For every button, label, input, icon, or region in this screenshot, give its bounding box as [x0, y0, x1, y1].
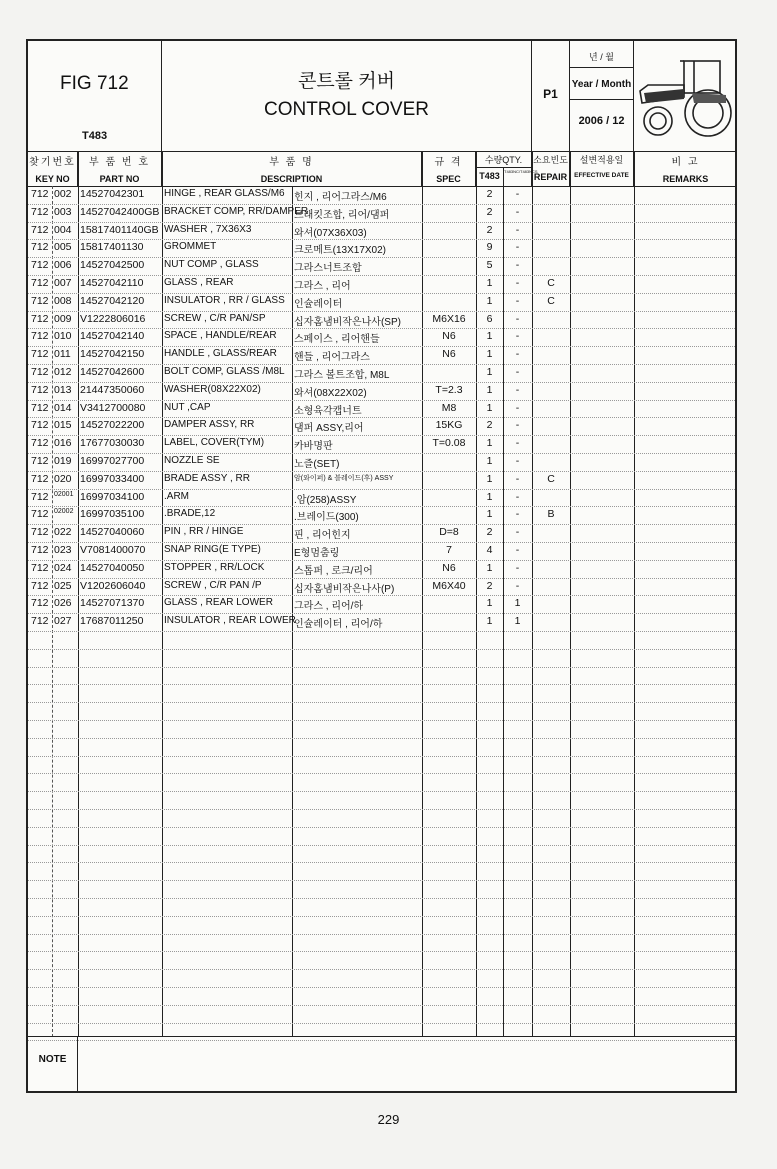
- cell-qty-b: -: [515, 241, 520, 254]
- cell-fig: 712: [31, 579, 49, 592]
- cell-desc-ko: 그라스너트조합: [294, 263, 362, 275]
- col-spec: [422, 151, 476, 186]
- col-qty-t483: T483: [479, 171, 500, 181]
- cell-qty-a: 1: [486, 508, 493, 521]
- cell-key: 015: [54, 419, 72, 432]
- cell-part: 14527042150: [80, 348, 145, 361]
- col-spec-en: SPEC: [436, 174, 461, 184]
- model-label: T483: [82, 130, 108, 142]
- cell-spec: M6X16: [432, 312, 466, 325]
- cell-part: V1222806016: [80, 312, 146, 325]
- cell-fig: 712: [31, 366, 49, 378]
- cell-fig: 712: [31, 490, 49, 503]
- table-row: [28, 987, 735, 1006]
- table-row: [28, 400, 735, 419]
- cell-qty-b: -: [515, 419, 520, 432]
- cell-key: 007: [54, 277, 72, 289]
- cell-spec: 7: [446, 544, 452, 556]
- cell-part: 16997033400: [80, 472, 145, 485]
- cell-fig: 712: [31, 259, 49, 272]
- cell-desc-en: WASHER , 7X36X3: [164, 223, 252, 235]
- cell-qty-b: -: [515, 579, 520, 592]
- cell-qty-a: 1: [486, 383, 493, 396]
- table-row: [28, 773, 735, 792]
- divider: [570, 67, 633, 68]
- col-key-en: KEY NO: [35, 174, 70, 184]
- table-row: [28, 435, 735, 454]
- cell-desc-ko: E형멈춤링: [294, 548, 340, 559]
- cell-qty-a: 9: [486, 241, 493, 254]
- cell-key: 011: [54, 348, 71, 361]
- page-code: P1: [543, 87, 558, 101]
- cell-spec: T=0.08: [432, 437, 466, 450]
- cell-qty-a: 2: [486, 205, 493, 218]
- cell-key: 023: [54, 544, 72, 556]
- cell-fig: 712: [31, 561, 49, 574]
- cell-repair: B: [547, 508, 555, 521]
- cell-desc-en: INSULATOR , REAR LOWER: [164, 615, 296, 627]
- cell-part: 14527071370: [80, 597, 145, 610]
- cell-part: 15817401130: [80, 241, 144, 254]
- cell-desc-en: HINGE , REAR GLASS/M6: [164, 188, 285, 199]
- divider: [570, 99, 633, 100]
- cell-spec: N6: [442, 330, 456, 343]
- table-row: [28, 489, 735, 508]
- cell-key: 008: [54, 294, 72, 307]
- cell-fig: 712: [31, 597, 49, 610]
- sheet-header: [28, 41, 735, 152]
- table-row: [28, 631, 735, 650]
- cell-desc-ko: 와셔(07X36X03): [294, 227, 367, 239]
- cell-part: V3412700080: [80, 401, 146, 414]
- table-row: [28, 595, 735, 614]
- cell-qty-a: 1: [486, 472, 493, 485]
- cell-qty-a: 1: [486, 455, 493, 467]
- table-row: [28, 560, 735, 579]
- issue-date: 2006 / 12: [578, 115, 625, 127]
- tractor-icon: [634, 41, 737, 151]
- cell-fig: 712: [31, 437, 49, 450]
- cell-desc-ko: 그라스 , 리어/하: [294, 601, 364, 613]
- cell-key: 022: [54, 526, 72, 539]
- table-row: [28, 845, 735, 864]
- table-row: [28, 257, 735, 276]
- col-effective: [570, 151, 634, 186]
- cell-fig: 712: [31, 294, 49, 307]
- cell-desc-ko: .암(258)ASSY: [294, 494, 357, 506]
- cell-part: 17677030030: [80, 437, 145, 450]
- title-korean: 콘트롤 커버: [297, 71, 396, 92]
- cell-key: 014: [54, 401, 72, 414]
- cell-part: 16997034100: [80, 490, 145, 503]
- table-row: [28, 916, 735, 935]
- table-row: [28, 791, 735, 810]
- table-row: [28, 578, 735, 597]
- cell-qty-a: 1: [486, 490, 493, 503]
- note-area: [28, 1036, 735, 1091]
- cell-part: 15817401140GB: [80, 223, 159, 236]
- cell-desc-ko: 핸들 , 리어그라스: [294, 352, 370, 364]
- cell-qty-b: -: [515, 455, 520, 467]
- cell-qty-a: 1: [486, 597, 493, 610]
- col-repair-en: REPAIR: [533, 172, 568, 182]
- table-row: [28, 346, 735, 365]
- cell-desc-ko: 암(와이퍼) & 블레이드(후) ASSY: [294, 474, 394, 482]
- cell-part: V1202606040: [80, 579, 146, 592]
- cell-part: 16997035100: [80, 508, 145, 521]
- cell-qty-a: 1: [486, 561, 493, 574]
- cell-qty-a: 5: [486, 259, 493, 272]
- cell-qty-a: 1: [486, 615, 493, 628]
- cell-desc-en: GLASS , REAR LOWER: [164, 597, 273, 609]
- table-row: [28, 186, 735, 205]
- cell-desc-ko: 인슐레이터 , 리어/하: [294, 619, 383, 631]
- table-row: [28, 311, 735, 330]
- cell-desc-ko: 스페이스 , 리어핸들: [294, 334, 380, 346]
- cell-desc-en: SCREW , C/R PAN/SP: [164, 312, 266, 324]
- cell-fig: 712: [31, 188, 49, 200]
- cell-fig: 712: [31, 401, 49, 414]
- cell-desc-ko: 카바명판: [294, 441, 333, 453]
- cell-desc-ko: 핀 , 리어힌지: [294, 530, 351, 542]
- cell-part: 14527040060: [80, 526, 145, 539]
- cell-key: 027: [54, 615, 72, 628]
- table-row: [28, 827, 735, 846]
- cell-key: 013: [54, 383, 72, 396]
- cell-desc-ko: 그라스 볼트조합, M8L: [294, 370, 390, 381]
- cell-key: 020: [54, 472, 72, 485]
- cell-spec: D=8: [439, 526, 459, 539]
- table-row: [28, 880, 735, 899]
- cell-qty-a: 2: [486, 188, 493, 200]
- cell-desc-en: BRACKET COMP, RR/DAMPER: [164, 205, 309, 217]
- cell-qty-b: -: [515, 526, 520, 539]
- cell-desc-ko: 십자홈냄비작은나사(SP): [294, 316, 401, 328]
- table-row: [28, 542, 735, 561]
- cell-qty-b: -: [515, 330, 520, 343]
- cell-repair: C: [547, 472, 555, 485]
- cell-part: 14527042500: [80, 259, 145, 272]
- cell-qty-a: 2: [486, 579, 493, 592]
- col-spec-ko: 규 격: [434, 157, 463, 168]
- col-part: [78, 151, 162, 186]
- cell-qty-a: 4: [486, 544, 493, 556]
- cell-part: 14527040050: [80, 561, 145, 574]
- table-row: [28, 720, 735, 739]
- table-row: [28, 684, 735, 703]
- cell-qty-a: 6: [486, 312, 493, 325]
- col-qty-t483nc: T483NC/T483NCS: [504, 169, 538, 174]
- cell-qty-a: 2: [486, 526, 493, 539]
- cell-part: 21447350060: [80, 383, 145, 396]
- cell-spec: M6X40: [432, 579, 466, 592]
- cell-qty-a: 1: [486, 366, 493, 378]
- cell-key: 002: [54, 188, 72, 200]
- cell-desc-ko: 크로메트(13X17X02): [294, 245, 387, 257]
- cell-part: 14527042301: [80, 188, 145, 200]
- cell-part: 14527042140: [80, 330, 145, 343]
- cell-desc-en: .ARM: [164, 490, 189, 502]
- cell-qty-b: -: [515, 277, 520, 289]
- cell-desc-en: PIN , RR / HINGE: [164, 526, 244, 538]
- cell-desc-en: INSULATOR , RR / GLASS: [164, 294, 285, 306]
- cell-fig: 712: [31, 455, 49, 467]
- table-row: [28, 293, 735, 312]
- tractor-cell: [634, 41, 737, 151]
- cell-fig: 712: [31, 312, 49, 325]
- cell-qty-a: 1: [486, 294, 493, 307]
- col-key: [28, 151, 78, 186]
- table-row: [28, 667, 735, 686]
- cell-desc-ko: 댐퍼 ASSY,리어: [294, 423, 364, 435]
- col-rem-ko: 비 고: [671, 157, 700, 168]
- cell-fig: 712: [31, 241, 49, 254]
- cell-qty-a: 2: [486, 419, 493, 432]
- cell-fig: 712: [31, 223, 49, 236]
- cell-qty-a: 1: [486, 348, 493, 361]
- cell-desc-en: STOPPER , RR/LOCK: [164, 561, 265, 573]
- title-english: CONTROL COVER: [263, 99, 430, 120]
- table-row: [28, 453, 735, 472]
- parts-table-body: [28, 186, 735, 1042]
- col-qty: [476, 151, 538, 186]
- cell-desc-en: SCREW , C/R PAN /P: [164, 579, 262, 591]
- cell-desc-en: BOLT COMP, GLASS /M8L: [164, 366, 285, 377]
- cell-desc-ko: 그라스 , 리어: [294, 281, 351, 292]
- table-row: [28, 738, 735, 757]
- col-qty-ko: 수량QTY.: [484, 155, 523, 165]
- year-month-english: Year / Month: [571, 79, 632, 90]
- cell-qty-b: -: [515, 490, 520, 503]
- table-row: [28, 239, 735, 258]
- col-desc-ko: 부 품 명: [269, 157, 314, 168]
- cell-desc-ko: 브래킷조합, 리어/댐퍼: [294, 209, 390, 221]
- cell-fig: 712: [31, 205, 49, 218]
- cell-key: 009: [54, 312, 72, 325]
- cell-key: 006: [54, 259, 72, 272]
- cell-key: 012: [54, 366, 72, 378]
- cell-qty-b: -: [515, 544, 520, 556]
- cell-qty-b: -: [515, 472, 520, 485]
- col-desc: [162, 151, 422, 186]
- cell-desc-ko: 와셔(08X22X02): [294, 387, 367, 399]
- cell-key: 02002: [54, 508, 74, 516]
- cell-qty-a: 1: [486, 437, 493, 450]
- cell-qty-b: 1: [514, 597, 521, 610]
- page-number: 229: [377, 1112, 400, 1127]
- cell-key: 010: [54, 330, 72, 343]
- cell-qty-a: 1: [486, 277, 493, 289]
- fig-number: FIG 712: [60, 73, 129, 94]
- title-cell: [162, 41, 532, 151]
- parts-sheet: [26, 39, 737, 1093]
- cell-fig: 712: [31, 544, 49, 556]
- cell-fig: 712: [31, 615, 49, 628]
- cell-qty-a: 1: [486, 330, 493, 343]
- cell-key: 024: [54, 561, 72, 574]
- cell-qty-b: -: [515, 508, 520, 521]
- table-row: [28, 524, 735, 543]
- table-row: [28, 809, 735, 828]
- cell-key: 005: [54, 241, 72, 254]
- cell-desc-en: DAMPER ASSY, RR: [164, 419, 255, 431]
- cell-qty-b: -: [515, 366, 520, 378]
- cell-desc-ko: 소형육각캡너트: [294, 405, 362, 417]
- year-month-cell: [570, 41, 634, 151]
- table-row: [28, 702, 735, 721]
- cell-qty-b: -: [515, 348, 520, 361]
- cell-key: 019: [54, 455, 72, 467]
- cell-desc-en: GLASS , REAR: [164, 277, 234, 288]
- fig-cell: [28, 41, 162, 151]
- cell-qty-b: -: [515, 312, 520, 325]
- table-row: [28, 969, 735, 988]
- cell-key: 016: [54, 437, 72, 450]
- cell-desc-ko: 스톱퍼 , 로크/리어: [294, 565, 373, 577]
- cell-fig: 712: [31, 277, 49, 289]
- col-remarks: [634, 151, 737, 186]
- cell-qty-a: 1: [486, 401, 493, 414]
- cell-desc-ko: 힌지 , 리어그라스/M6: [294, 192, 387, 203]
- cell-desc-en: NUT ,CAP: [164, 401, 211, 413]
- cell-repair: C: [547, 277, 555, 289]
- table-row: [28, 204, 735, 223]
- col-part-en: PART NO: [99, 174, 140, 184]
- cell-qty-b: -: [515, 294, 520, 307]
- table-row: [28, 328, 735, 347]
- note-label: NOTE: [28, 1037, 78, 1091]
- table-row: [28, 898, 735, 917]
- col-repair: [532, 151, 570, 186]
- cell-qty-b: -: [515, 205, 520, 218]
- cell-fig: 712: [31, 348, 49, 361]
- col-eff-ko: 설변적용일: [579, 155, 624, 165]
- table-row: [28, 506, 735, 525]
- cell-desc-en: NUT COMP , GLASS: [164, 259, 259, 271]
- cell-part: 16997027700: [80, 455, 145, 467]
- cell-fig: 712: [31, 330, 49, 343]
- cell-desc-ko: 십자홈냄비작은나사(P): [294, 583, 395, 595]
- table-row: [28, 951, 735, 970]
- col-repair-ko: 소요빈도: [533, 155, 568, 165]
- cell-spec: N6: [442, 348, 456, 361]
- col-eff-en: EFFECTIVE DATE: [574, 172, 629, 179]
- cell-fig: 712: [31, 508, 49, 521]
- col-desc-en: DESCRIPTION: [260, 174, 323, 184]
- cell-fig: 712: [31, 419, 49, 432]
- cell-qty-b: -: [515, 437, 520, 450]
- table-row: [28, 382, 735, 401]
- cell-part: 14527042400GB: [80, 205, 160, 218]
- cell-desc-ko: 인슐레이터: [294, 298, 343, 310]
- cell-key: 004: [54, 223, 72, 236]
- cell-desc-en: HANDLE , GLASS/REAR: [164, 348, 277, 360]
- table-row: [28, 364, 735, 383]
- table-row: [28, 222, 735, 241]
- cell-fig: 712: [31, 472, 49, 485]
- cell-repair: C: [547, 294, 555, 307]
- col-rem-en: REMARKS: [662, 174, 709, 184]
- cell-desc-en: SPACE , HANDLE/REAR: [164, 330, 277, 342]
- table-row: [28, 275, 735, 294]
- cell-part: 14527042600: [80, 366, 145, 378]
- cell-spec: T=2.3: [435, 383, 463, 396]
- cell-desc-en: NOZZLE SE: [164, 455, 220, 466]
- cell-fig: 712: [31, 526, 49, 539]
- table-row: [28, 417, 735, 436]
- cell-part: V7081400070: [80, 544, 146, 556]
- cell-spec: 15KG: [435, 419, 463, 432]
- table-row: [28, 756, 735, 775]
- cell-qty-b: -: [515, 223, 520, 236]
- cell-key: 003: [54, 205, 72, 218]
- cell-qty-a: 2: [486, 223, 493, 236]
- year-month-korean: 년 / 월: [589, 52, 614, 62]
- table-row: [28, 649, 735, 668]
- cell-key: 025: [54, 579, 72, 592]
- cell-spec: M8: [441, 401, 457, 414]
- cell-spec: N6: [442, 561, 456, 574]
- cell-qty-b: -: [515, 561, 520, 574]
- table-row: [28, 471, 735, 490]
- cell-key: 026: [54, 597, 72, 610]
- cell-key: 02001: [54, 490, 74, 498]
- table-row: [28, 613, 735, 632]
- table-row: [28, 934, 735, 953]
- cell-desc-en: GROMMET: [164, 241, 217, 253]
- cell-desc-en: BRADE ASSY , RR: [164, 472, 250, 484]
- cell-part: 14527042120: [80, 294, 145, 307]
- column-header: [28, 151, 735, 187]
- cell-desc-ko: .브레이드(300): [294, 512, 359, 524]
- cell-qty-b: -: [515, 259, 520, 272]
- cell-desc-en: LABEL, COVER(TYM): [164, 437, 265, 449]
- col-key-ko: 찾기번호: [29, 157, 76, 168]
- table-row: [28, 862, 735, 881]
- cell-qty-b: -: [515, 188, 520, 200]
- cell-qty-b: -: [515, 401, 520, 414]
- cell-part: 17687011250: [80, 615, 144, 628]
- table-row: [28, 1005, 735, 1024]
- cell-part: 14527022200: [80, 419, 145, 432]
- cell-desc-en: SNAP RING(E TYPE): [164, 544, 261, 555]
- cell-desc-ko: 노즐(SET): [294, 459, 340, 470]
- col-part-ko: 부 품 번 호: [89, 157, 150, 168]
- cell-desc-en: WASHER(08X22X02): [164, 383, 261, 395]
- cell-fig: 712: [31, 383, 49, 396]
- cell-part: 14527042110: [80, 277, 144, 289]
- cell-qty-b: 1: [514, 615, 521, 628]
- cell-qty-b: -: [515, 383, 520, 396]
- cell-desc-en: .BRADE,12: [164, 508, 216, 520]
- page-cell: [532, 41, 570, 151]
